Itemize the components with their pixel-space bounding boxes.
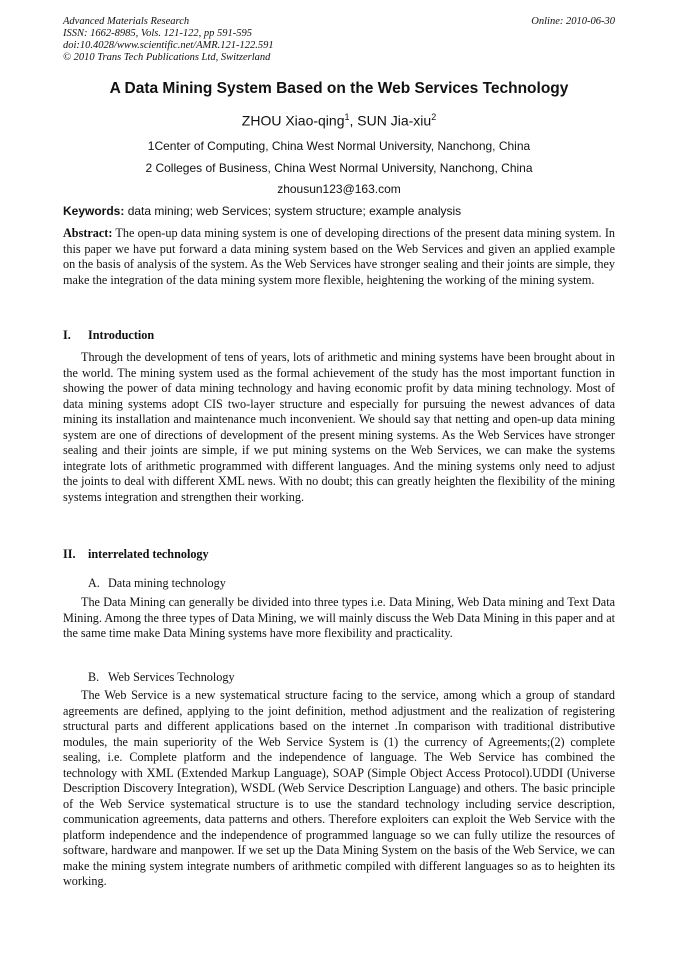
author-2: SUN Jia-xiu — [357, 112, 432, 129]
section-number: II. — [63, 547, 76, 561]
keywords-label: Keywords: — [63, 204, 125, 218]
affiliation-2: 2 Colleges of Business, China West Normal University, Nanchong, China — [145, 161, 533, 175]
keywords — [63, 204, 615, 218]
web-services-body: The Web Service is a new systematical structure facing to the service, among which a group of standard agreements are defined, applying to the joint definition, method adjustment and the realization of registering structural parts and different applications based on the internet .In comparison with traditional distributive modules, the main superiority of the Web Service System is (1) the currency of Agreements;(2) complete sealing, i.e. Complete platform and the independence of language. The Web Service has combined the technology with XML (Extended Markup Language), SOAP (Simple Object Access Protocol).UDDI (Universe Description Discovery Integration), WSDL (Web Service Description Language) and others. The basic principle of the Web Service systematical structure is to use the standard technology including service description, communication agreements, data patterns and others. Therefore exploiters can exploit the Web Service with the platform independence and the independence of programmed language so we can fully utilize the resources of software, hardware and manpower. If we set up the Data Mining System on the basis of the Web Service, we can make the mining system integrate numbers of arithmetic compiled with different languages so as to heighten its working. — [63, 688, 615, 888]
section-heading-interrelated-technology — [63, 547, 209, 562]
data-mining-body: The Data Mining can generally be divided into three types i.e. Data Mining, Web Data mining and Text Data Mining. Among the three types of Data Mining, we will mainly discuss the Web Data Mining in this paper and at the same time make Data Mining systems have more flexibility and practicality. — [63, 595, 615, 640]
author-line — [63, 112, 615, 129]
journal-name: Advanced Materials Research — [63, 16, 190, 27]
subsection-number: A. — [88, 576, 100, 590]
online-date: Online: 2010-06-30 — [531, 16, 615, 27]
subsection-number: B. — [88, 670, 100, 684]
author-1: ZHOU Xiao-qing — [241, 112, 345, 129]
abstract-label: Abstract: — [63, 226, 113, 240]
journal-copyright: © 2010 Trans Tech Publications Ltd, Switzerland — [63, 52, 271, 63]
keywords-text: data mining; web Services; system structure; example analysis — [124, 204, 462, 218]
author-2-affiliation-mark: 2 — [431, 112, 437, 122]
author-email: zhousun123@163.com — [277, 182, 401, 196]
subsection-heading-data-mining — [88, 576, 226, 591]
abstract-text: The open-up data mining system is one of developing directions of the present data mining system. In this paper we have put forward a data mining system based on the Web Services and given an applied example on the basis of analysis of the system. As the Web Services have stronger sealing and their joints are simple, they make the integration of the data mining system more flexible, heightening the working of the mining system. — [63, 226, 615, 287]
subsection-title: Web Services Technology — [108, 670, 235, 684]
section-title: Introduction — [88, 328, 155, 342]
introduction-body: Through the development of tens of years, lots of arithmetic and mining systems have been brought about in the world. The mining system used as the formal achievement of the study has the most important function in showing the power of data mining technology and having economic profit by data mining technology. Most of data mining systems adopt CIS two-layer structure and especially for pursuing the newest advances of data mining its installation and maintenance much inconvenient. We should say that netting and open-up data mining system are one of directions of development of the present mining systems. As the Web Services have stronger sealing and their joints are simple, if we put mining systems on the Web Services, we can make the systems integrate lots of arithmetic programmed with different languages. And the mining systems only need to adjust the joints to deal with different XML news. With no doubt; this can greatly heighten the flexibility of the mining systems integration and strengthen their working. — [63, 350, 615, 504]
section-heading-introduction — [63, 328, 154, 343]
author-1-affiliation-mark: 1 — [344, 112, 350, 122]
section-title: interrelated technology — [88, 547, 209, 561]
subsection-title: Data mining technology — [108, 576, 226, 590]
journal-header — [63, 16, 615, 64]
paper-title: A Data Mining System Based on the Web Services Technology — [109, 80, 569, 97]
author-separator: , — [349, 112, 358, 129]
journal-issn: ISSN: 1662-8985, Vols. 121-122, pp 591-595 — [63, 28, 252, 39]
abstract — [63, 226, 615, 288]
affiliation-1: 1Center of Computing, China West Normal University, Nanchong, China — [147, 139, 531, 153]
subsection-heading-web-services — [88, 670, 235, 685]
section-number: I. — [63, 328, 71, 342]
journal-doi: doi:10.4028/www.scientific.net/AMR.121-122.591 — [63, 40, 274, 51]
